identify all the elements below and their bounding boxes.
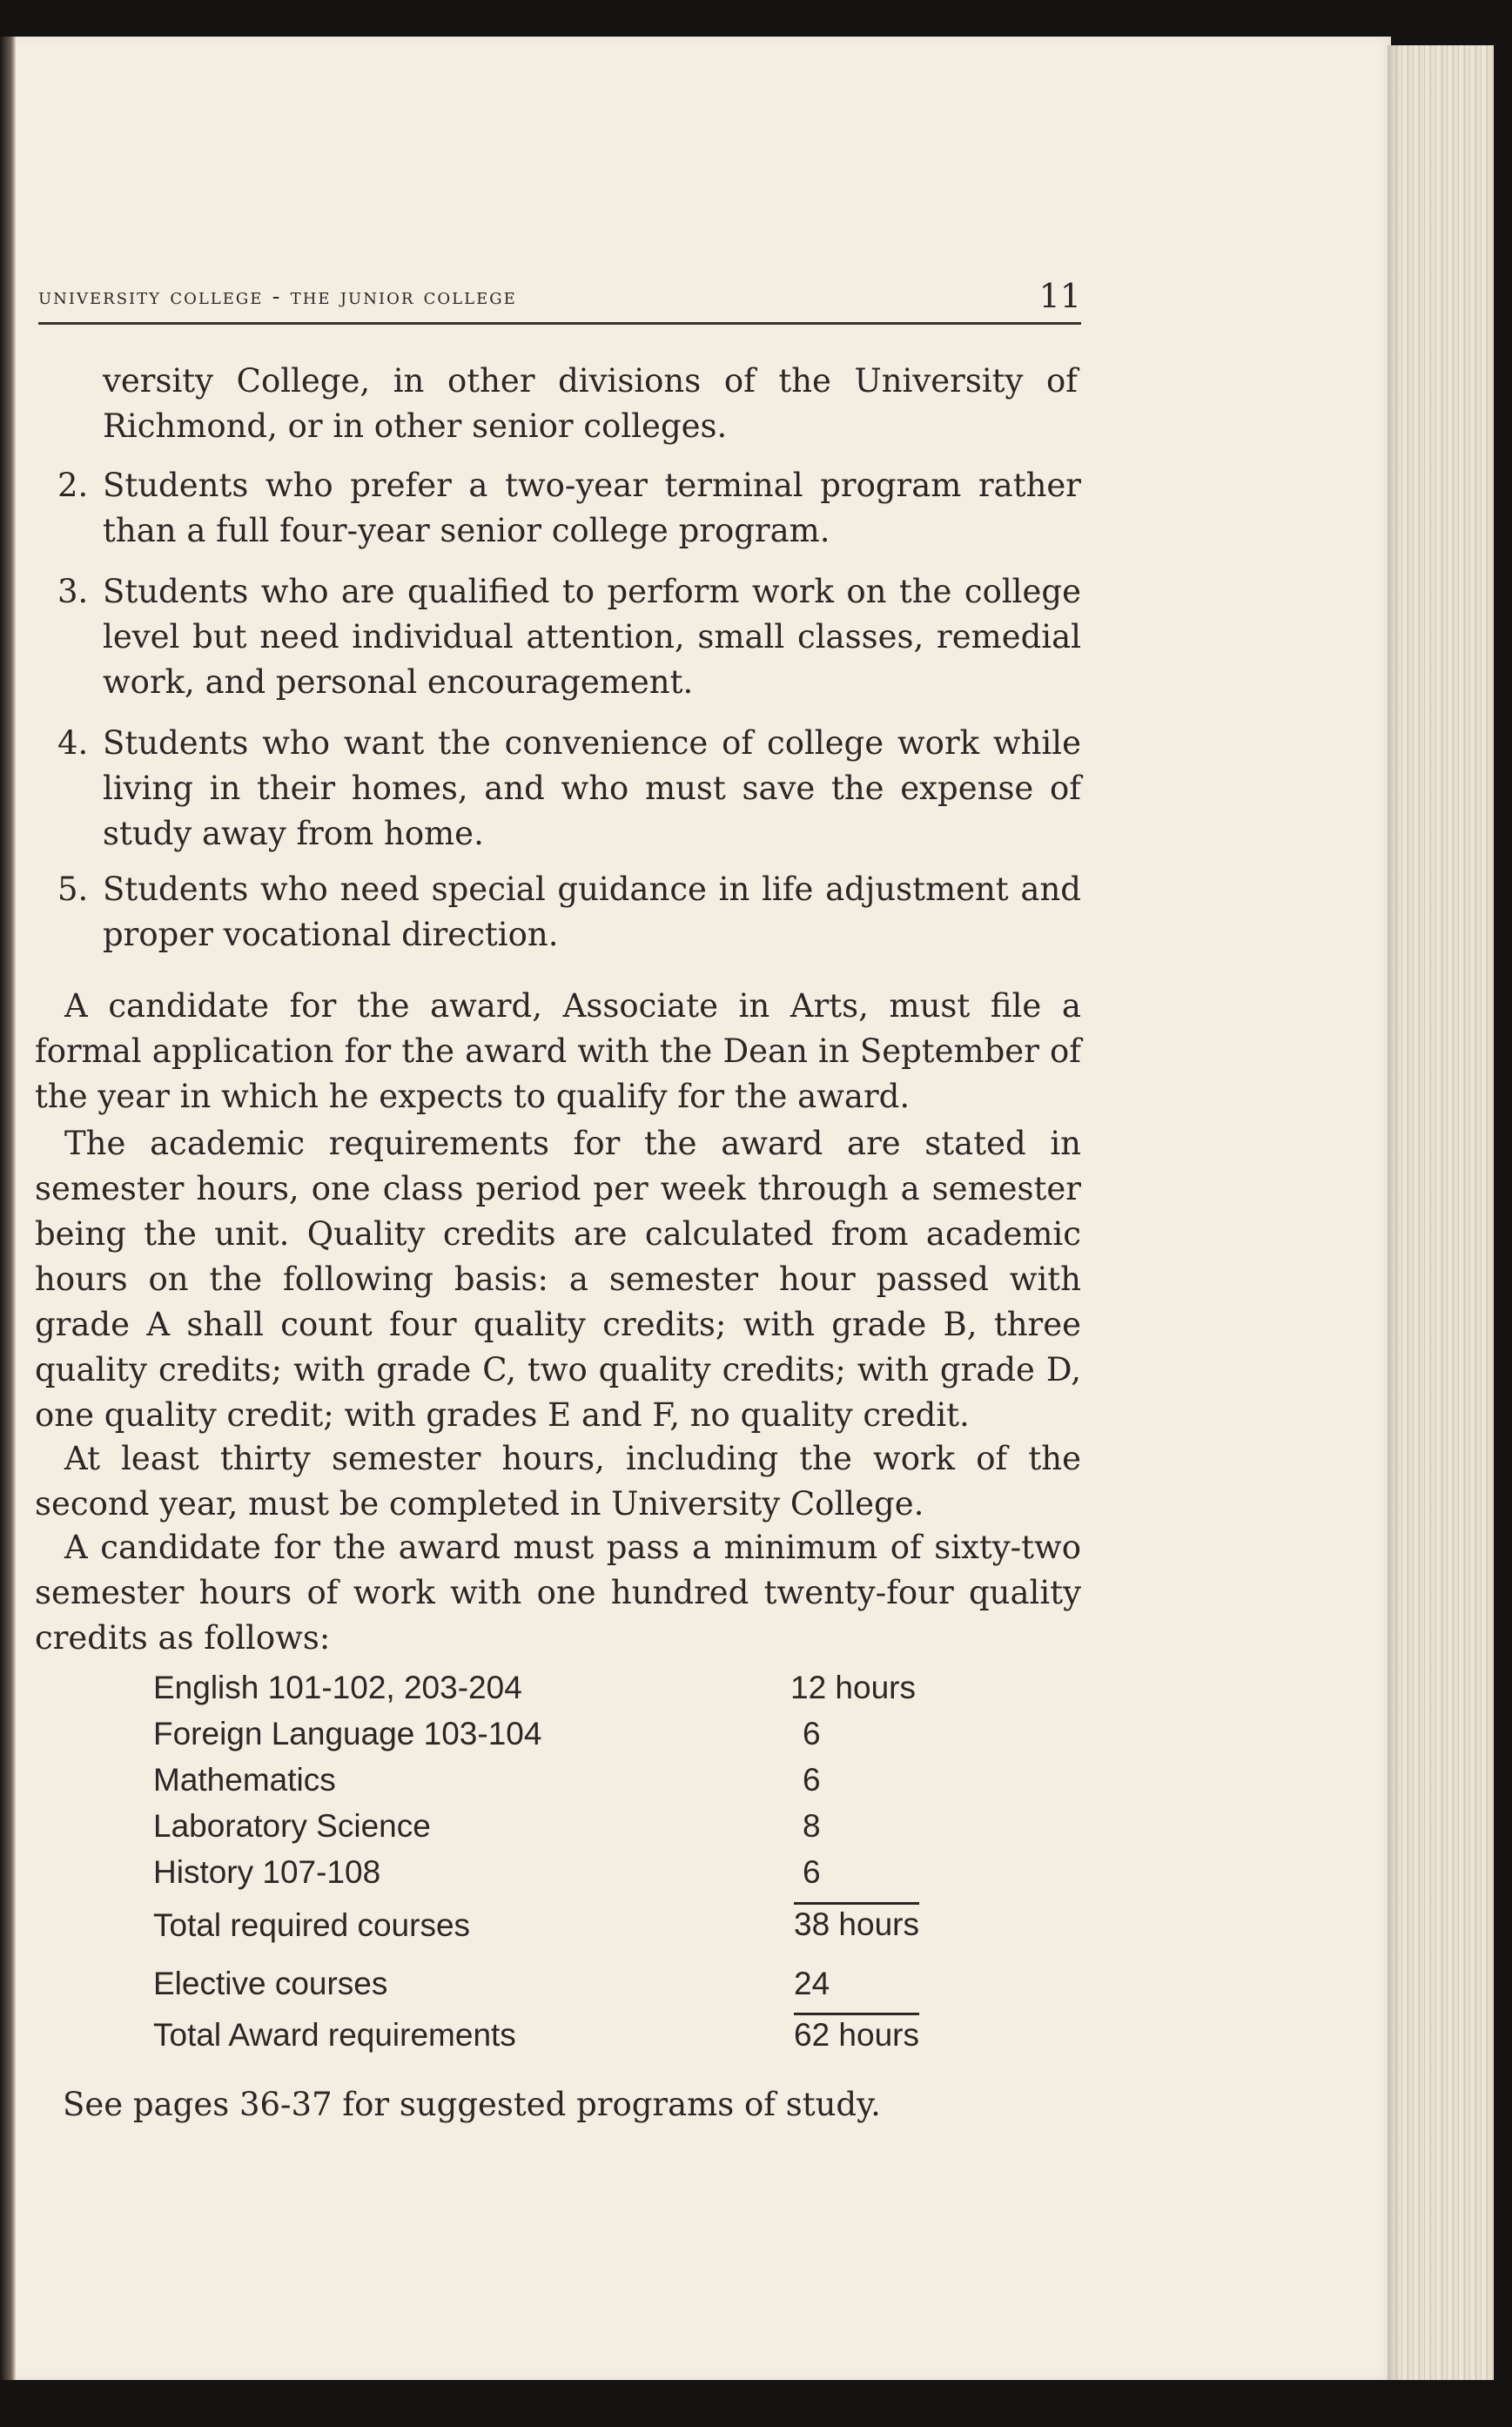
requirement-value: 6: [803, 1716, 821, 1751]
list-number: 3.: [57, 573, 89, 610]
paragraph: [35, 1436, 1081, 1527]
requirement-label: Total required courses: [153, 1907, 471, 1943]
page-number: 11: [1038, 277, 1081, 315]
paragraph-text: A candidate for the award must pass a minimum of sixty-two semester hours of work with one hundred twenty-four quality credits as follows:: [35, 1529, 1081, 1657]
list-text: Students who prefer a two-year terminal program rather than a full four-year senior college program.: [103, 467, 1081, 549]
list-number: 5.: [57, 871, 89, 908]
requirement-label: Total Award requirements: [153, 2017, 516, 2053]
continuation-text: versity College, in other divisions of the University of Richmond, or in other senior colleges.: [103, 362, 1078, 445]
table-row: [153, 1849, 937, 1895]
list-item: [57, 463, 1081, 554]
table-row: [153, 1803, 937, 1849]
requirement-label: Elective courses: [153, 1966, 388, 2001]
list-text: Students who need special guidance in life adjustment and proper vocational direction.: [103, 871, 1081, 953]
requirement-value: 8: [803, 1808, 821, 1844]
requirement-label: Foreign Language 103-104: [153, 1716, 542, 1751]
requirement-value: [794, 2012, 919, 2058]
table-row-total: [153, 2012, 937, 2058]
table-row: [153, 1664, 937, 1711]
table-row-total: [153, 1902, 937, 1948]
list-item: [57, 721, 1081, 857]
paragraph-text: The academic requirements for the award are stated in semester hours, one class period per week through a semester being the unit. Quality credits are calculated from academic hours on the following basis: a semester hour passed with grade A shall count four quality credits; with grade B, three quality credits; with grade C, two quality credits; with grade D, one quality credit; with grades E and F, no quality credit.: [35, 1125, 1081, 1434]
requirement-value: 6: [803, 1762, 821, 1798]
paragraph: [35, 1525, 1081, 1661]
list-text: Students who are qualified to perform work on the college level but need individual attention, small classes, remedial work, and personal encouragement.: [103, 573, 1081, 701]
requirement-label: Mathematics: [153, 1762, 336, 1798]
list-item: [57, 867, 1081, 958]
requirements-table: [153, 1664, 937, 2058]
requirement-label: English 101-102, 203-204: [153, 1670, 522, 1705]
requirement-value: [794, 1902, 919, 1946]
footnote: See pages 36-37 for suggested programs of study.: [63, 2086, 881, 2123]
gutter-shadow: [1388, 45, 1400, 2380]
paragraph-text: At least thirty semester hours, including the work of the second year, must be completed in University College.: [35, 1440, 1081, 1523]
running-title: university college - the junior college: [38, 284, 517, 310]
requirement-value: 24: [794, 1966, 830, 2001]
list-item: [57, 569, 1081, 705]
running-head: [38, 277, 1081, 325]
table-row: [153, 1757, 937, 1803]
requirement-label: History 107-108: [153, 1854, 381, 1890]
overlined-sum: 62 hours: [794, 2013, 919, 2055]
list-number: 4.: [57, 724, 89, 762]
list-text: Students who want the convenience of college work while living in their homes, and who must save the expense of study away from home.: [103, 724, 1081, 852]
page-stack-edges: [1391, 45, 1494, 2380]
overlined-sum: 38 hours: [794, 1902, 919, 1945]
table-row: [153, 1711, 937, 1757]
book-spine-edge: [0, 37, 16, 2380]
paragraph: [35, 984, 1081, 1119]
list-number: 2.: [57, 467, 89, 504]
requirement-value: 12 hours: [790, 1670, 916, 1705]
paragraph-text: A candidate for the award, Associate in Arts, must file a formal application for the award with the Dean in September of the year in which he expects to qualify for the award.: [35, 987, 1081, 1115]
paragraph: [35, 1121, 1081, 1438]
requirement-label: Laboratory Science: [153, 1808, 431, 1844]
requirement-value: 6: [803, 1854, 821, 1890]
table-row: [153, 1960, 937, 2007]
